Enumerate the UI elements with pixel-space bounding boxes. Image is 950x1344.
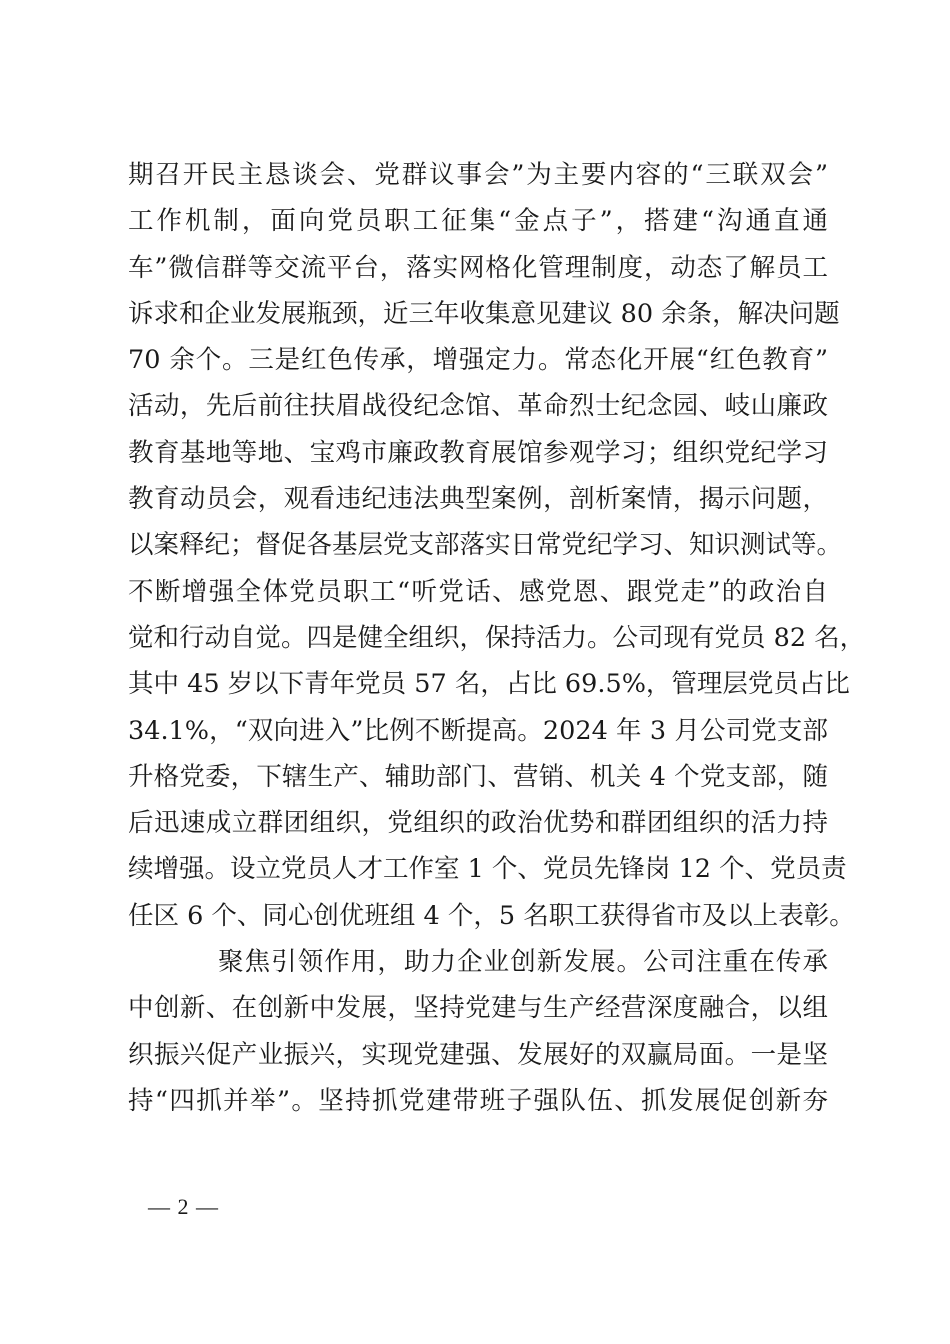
text-line: 活动，先后前往扶眉战役纪念馆、革命烈士纪念园、岐山廉政 [128, 391, 828, 422]
text-line: 70 余个。三是红色传承，增强定力。常态化开展“红色教育” [128, 345, 828, 376]
text-line: 中创新、在创新中发展，坚持党建与生产经营深度融合，以组 [128, 993, 828, 1024]
text-line: 期召开民主恳谈会、党群议事会”为主要内容的“三联双会” [128, 160, 828, 190]
text-line: 车”微信群等交流平台，落实网格化管理制度，动态了解员工 [128, 252, 828, 283]
paragraph-end-line: 任区 6 个、同心创优班组 4 个，5 名职工获得省市及以上表彰。 [128, 900, 855, 931]
text-line: 后迅速成立群团组织，党组织的政治优势和群团组织的活力持 [128, 808, 828, 839]
text-line: 觉和行动自觉。四是健全组织，保持活力。公司现有党员 82 名， [128, 622, 866, 653]
paragraph-start-line: 聚焦引领作用，助力企业创新发展。公司注重在传承 [218, 947, 828, 978]
text-line: 持“四抓并举”。坚持抓党建带班子强队伍、抓发展促创新夯 [128, 1085, 828, 1116]
text-line: 诉求和企业发展瓶颈，近三年收集意见建议 80 余条，解决问题 [128, 298, 840, 329]
page-number: — 2 — [148, 1194, 219, 1219]
text-line: 升格党委，下辖生产、辅助部门、营销、机关 4 个党支部，随 [128, 761, 828, 792]
text-line: 教育动员会，观看违纪违法典型案例，剖析案情，揭示问题， [128, 484, 828, 515]
text-line: 34.1%，“双向进入”比例不断提高。2024 年 3 月公司党支部 [128, 715, 828, 746]
text-line: 织振兴促产业振兴，实现党建强、发展好的双赢局面。一是坚 [128, 1039, 828, 1070]
text-line: 以案释纪；督促各基层党支部落实日常党纪学习、知识测试等。 [128, 530, 843, 561]
text-line: 其中 45 岁以下青年党员 57 名，占比 69.5%，管理层党员占比 [128, 669, 850, 700]
body-text [128, 152, 866, 1124]
text-line: 教育基地等地、宝鸡市廉政教育展馆参观学习；组织党纪学习 [128, 437, 828, 468]
text-line: 不断增强全体党员职工“听党话、感党恩、跟党走”的政治自 [128, 576, 828, 607]
text-line: 工作机制，面向党员职工征集“金点子”，搭建“沟通直通 [128, 206, 828, 237]
text-line: 续增强。设立党员人才工作室 1 个、党员先锋岗 12 个、党员责 [128, 854, 847, 885]
